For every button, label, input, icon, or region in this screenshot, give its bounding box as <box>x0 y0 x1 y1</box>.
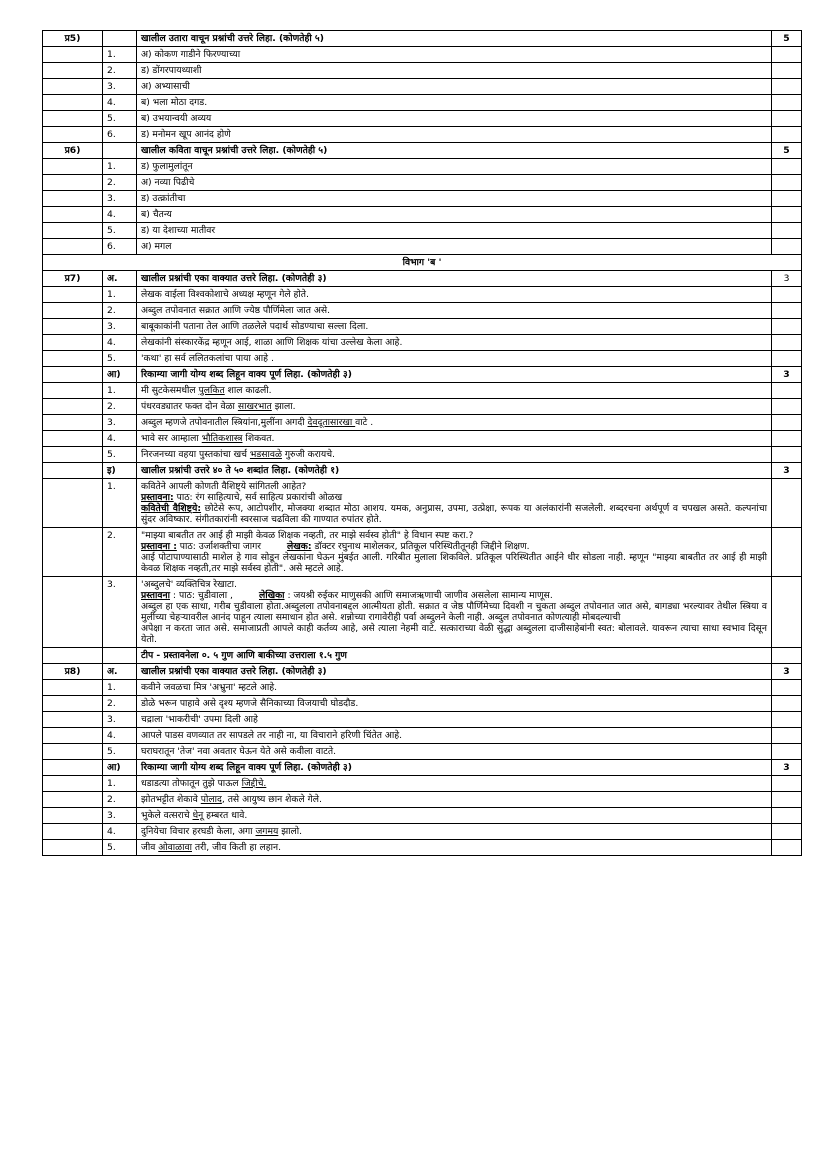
long-answer-row: 3. 'अब्दुलचे' व्यक्तिचित्र रेखाटा. प्रस्तावना : पाठ: चुडीवाला , लेखिका : जयश्री रुईकर माणुसकी आणि समाजऋणाची जाणीव असलेला सामान्य माणूस. अब्दुल हा एक साधा, गरीब चुडीवाला होता.अब्दुलला तपोवनाबद्दल आत्मीयता होती. सक्रात व जेष्ठ पौर्णिमेच्या दिवशी न चुकता अब्दुल तपोवनात जात असे, बागड्या भरल्यावर तेथील स्त्रिया व मुलींच्या चेहऱ्यावरील आनंद पाहून त्याला समाधान होत असे. शन्नोच्या रागावेरीही पर्वा अब्दुलने केली नाही. अब्दुल तपोवनात कोणत्याही मोबदल्याची अपेक्षा न करता जात असे. समाजाप्रती आपले काही कर्तव्य आहे, असे त्याला नेहमी वाटे. सत्काराच्या वेळी सुद्धा अब्दुलला दाजीसाहेबांनी स्वत: बोलावले. यावरून त्याचा साधा स्वभाव दिसून येतो. <box>43 577 802 648</box>
table-row: 1. ड) फुलामुलांतून <box>43 159 802 175</box>
long-question: कवितेने आपली कोणती वैशिष्ट्ये सांगितली आहेत? <box>141 481 307 492</box>
table-row: 6. ड) मनोमन खूप आनंद होणे <box>43 127 802 143</box>
marks: 5 <box>772 31 802 47</box>
section-row <box>43 255 802 271</box>
q7-i-header-row <box>43 463 802 479</box>
blank-answer: देवदूतासारखा <box>307 417 356 428</box>
table-row: 1. लेखक वाईला विश्वकोशाचे अध्यक्ष म्हणून गेले होते. <box>43 287 802 303</box>
table-row: 2. अ) नव्या पिढीचे <box>43 175 802 191</box>
question-number: प्र8) <box>43 664 103 680</box>
q7-aa-header-row <box>43 367 802 383</box>
table-row: 3. भुकेले वत्सराचे धेनू हम्बरत धावे. <box>43 808 802 824</box>
table-row: 5. ड) या देशाच्या मातीवर <box>43 223 802 239</box>
note-row <box>43 648 802 664</box>
marks: 5 <box>772 143 802 159</box>
table-row: 3. ड) उत्क्रांतीचा <box>43 191 802 207</box>
marks: 3 <box>772 271 802 287</box>
q6-header-row <box>43 143 802 159</box>
table-row: 4. ब) भला मोठा दगड. <box>43 95 802 111</box>
blank-answer: साखरभात <box>237 401 272 412</box>
table-row: 5. ब) उभयान्वयी अव्यय <box>43 111 802 127</box>
table-row: 2. अब्दुल तपोवनात सक्रात आणि ज्येष्ठ पौर्णिमेला जात असे. <box>43 303 802 319</box>
section-title: विभाग 'ब ' <box>43 255 802 271</box>
blank-answer: भडसावळे <box>249 449 282 460</box>
table-row: 4. दुनियेचा विचार हरघडी केला, अगा जगमय झालो. <box>43 824 802 840</box>
q8-header-row <box>43 664 802 680</box>
blank-answer: ओवाळावा <box>158 842 192 853</box>
question-heading: खालील प्रश्नांची उत्तरे ४० ते ५० शब्दांत लिहा. (कोणतेही १) <box>137 463 772 479</box>
sub-label: अ. <box>103 664 137 680</box>
table-row: 3. अब्दुल म्हणजे तपोवनातील स्त्रियांना,मुलींना अगदी देवदूतासारखा वाटे . <box>43 415 802 431</box>
table-row: 5. जीव ओवाळावा तरी, जीव किती हा लहान. <box>43 840 802 856</box>
question-heading: खालील प्रश्नांची एका वाक्यात उत्तरे लिहा. (कोणतेही ३) <box>137 271 772 287</box>
table-row: 5. घराघरातून 'तेज' नवा अवतार घेऊन येते असे कवीला वाटते. <box>43 744 802 760</box>
question-heading: खालील कविता वाचून प्रश्नांची उत्तरे लिहा. (कोणतेही ५) <box>137 143 772 159</box>
question-heading: रिकाम्या जागी योग्य शब्द लिहून वाक्य पूर्ण लिहा. (कोणतेही ३) <box>137 367 772 383</box>
blank-answer: पुलकित <box>198 385 225 396</box>
table-row: 1. अ) कोकण गाडीने फिरण्याच्या <box>43 47 802 63</box>
q8-aa-header-row <box>43 760 802 776</box>
table-row: 3. अ) अभ्यासाची <box>43 79 802 95</box>
blank-answer: जगमय <box>255 826 279 837</box>
table-row: 2. डोळे भरून पाहावे असे दृश्य म्हणजे सैनिकाच्या विजयाची घोडदौड. <box>43 696 802 712</box>
question-heading: खालील प्रश्नांची एका वाक्यात उत्तरे लिहा. (कोणतेही ३) <box>137 664 772 680</box>
blank-answer: पोलाद <box>200 794 222 805</box>
table-row: 2. झोतभट्टीत शेकावे पोलाद, तसे आयुष्य छान शेकले गेले. <box>43 792 802 808</box>
long-answer-row: 2. "माझ्या बाबतीत तर आई ही माझी केवळ शिक्षक नव्हती, तर माझे सर्वस्व होती" हे विधान स्पष्ट करा.? प्रस्तावना : पाठ: उर्जाशक्तीचा जागर लेखक: डॉक्टर रघुनाथ माशेलकर, प्रतिकूल परिस्थितीतूनही जिद्दीने शिक्षण. आई पोटापाण्यासाठी माशेल हे गाव सोडून लेखकांना घेऊन मुंबईत आली. गरिबीत मुलाला शिकविले. प्रतिकूल परिस्थितीत आईने धीर सोडला नाही. म्हणून "माझ्या बाबतीत तर आई ही माझी केवळ शिक्षक नव्हती,तर माझे सर्वस्व होती". असे म्हटले आहे. <box>43 528 802 577</box>
table-row: 4. लेखकांनी संस्कारकेंद्र म्हणून आई, शाळा आणि शिक्षक यांचा उल्लेख केला आहे. <box>43 335 802 351</box>
table-row: 3. बाबूकाकांनी पताना तेल आणि तळलेले पदार्थ सोडण्याचा सल्ला दिला. <box>43 319 802 335</box>
blank-answer: जिद्दीचे. <box>241 778 267 789</box>
long-question: "माझ्या बाबतीत तर आई ही माझी केवळ शिक्षक नव्हती, तर माझे सर्वस्व होती" हे विधान स्पष्ट करा.? <box>141 530 474 541</box>
long-answer-row: 1. कवितेने आपली कोणती वैशिष्ट्ये सांगितली आहेत? प्रस्तावना: पाठ: रंग साहित्याचे, सर्व साहित्य प्रकारांची ओळख कवितेची वैशिष्ट्ये: छोटेसे रूप, आटोपशीर, मोजक्या शब्दात मोठा आशय. यमक, अनुप्रास, उपमा, उत्प्रेक्षा, रूपक या अलंकारांनी सजलेली. शब्दरचना अर्थपूर्ण व चपखल असते. कल्पनांचा सुंदर अविष्कार. संगीतकारांनी स्वरसाज चढविला की गाण्यात रुपांतर होते. <box>43 479 802 528</box>
question-heading: खालील उतारा वाचून प्रश्नांची उत्तरे लिहा. (कोणतेही ५) <box>137 31 772 47</box>
table-row: 5. 'कथा' हा सर्व ललितकलांचा पाया आहे . <box>43 351 802 367</box>
q7-header-row <box>43 271 802 287</box>
sub-label: आ) <box>103 760 137 776</box>
table-row: 3. चद्राला 'भाकरीची' उपमा दिली आहे <box>43 712 802 728</box>
question-number: प्र5) <box>43 31 103 47</box>
blank-answer: भौतिकशास्त्र <box>201 433 243 444</box>
marks: 3 <box>772 664 802 680</box>
question-heading: रिकाम्या जागी योग्य शब्द लिहून वाक्य पूर्ण लिहा. (कोणतेही ३) <box>137 760 772 776</box>
table-row: 2. पंधरवड्यातर फक्त दोन वेळा साखरभात झाला. <box>43 399 802 415</box>
sub-label: आ) <box>103 367 137 383</box>
sub-label: अ. <box>103 271 137 287</box>
marking-note: टीप - प्रस्तावनेला ०. ५ गुण आणि बाकीच्या उत्तराला १.५ गुण <box>137 648 772 664</box>
marks: 3 <box>772 760 802 776</box>
blank-answer: धेनू <box>192 810 204 821</box>
long-question: 'अब्दुलचे' व्यक्तिचित्र रेखाटा. <box>141 579 237 590</box>
table-row: 6. अ) मगल <box>43 239 802 255</box>
table-row: 5. निरजनच्या वहया पुस्तकांचा खर्च भडसावळे गुरुजी करायचे. <box>43 447 802 463</box>
table-row: 1. कवीने जवळचा मित्र 'अभ्रुना' म्हटले आहे. <box>43 680 802 696</box>
table-row: 4. ब) चैतन्य <box>43 207 802 223</box>
table-row: 4. आपले पाडस वणव्यात तर सापडले तर नाही ना, या विचाराने हरिणी चिंतेत आहे. <box>43 728 802 744</box>
question-number: प्र6) <box>43 143 103 159</box>
marks: 3 <box>772 463 802 479</box>
question-number: प्र7) <box>43 271 103 287</box>
table-row: 4. भावे सर आम्हाला भौतिकशास्त्र शिकवत. <box>43 431 802 447</box>
table-row: 2. ड) डोंगरपायथ्याशी <box>43 63 802 79</box>
table-row: 1. धडाडत्या तोफातून तुझे पाऊल जिद्दीचे. <box>43 776 802 792</box>
table-row: 1. मी सुटकेसमधील पुलकित शाल काढली. <box>43 383 802 399</box>
marks: 3 <box>772 367 802 383</box>
answer-key-table <box>42 30 802 856</box>
q5-header-row <box>43 31 802 47</box>
sub-label: इ) <box>103 463 137 479</box>
